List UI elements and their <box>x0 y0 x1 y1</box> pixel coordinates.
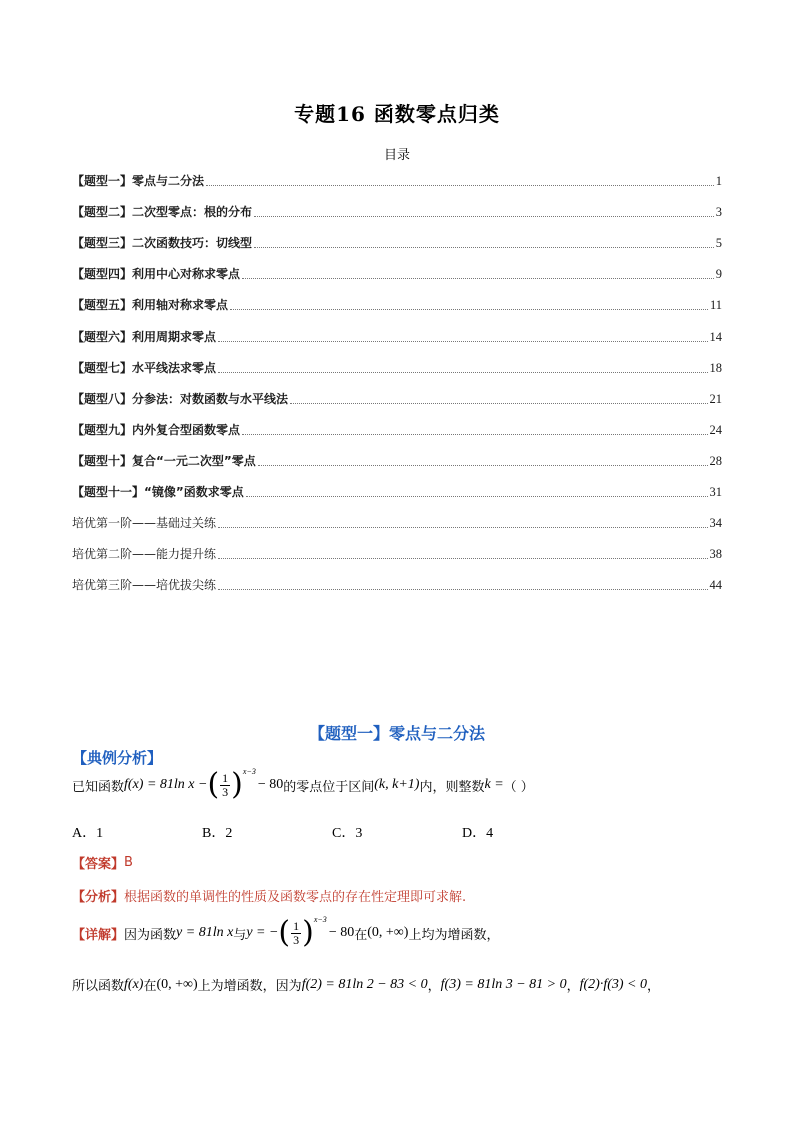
toc-entry-label: 【题型三】二次函数技巧：切线型 <box>72 236 253 251</box>
option-c[interactable]: C．3 <box>332 826 363 841</box>
detail-expr-3: f(2)·f(3) < 0 <box>579 976 647 992</box>
toc-entry-page: 18 <box>709 360 722 375</box>
detail-text-d: 上均为增函数， <box>408 927 500 943</box>
detail-text-a: 因为函数 <box>124 927 177 943</box>
toc-entry-label: 【题型七】水平线法求零点 <box>72 360 217 375</box>
toc-dot-leader <box>218 557 707 559</box>
problem-prefix: 已知函数 <box>72 779 125 795</box>
toc-entry-page: 31 <box>709 485 722 500</box>
example-tag: 【典例分析】 <box>72 749 163 767</box>
toc-entry-page: 1 <box>715 174 722 189</box>
toc-entry-page: 9 <box>715 267 722 282</box>
fraction-denominator: 3 <box>222 784 229 799</box>
detail-interval-1: (0, +∞) <box>367 925 409 940</box>
analysis-tag: 【分析】 <box>72 890 125 905</box>
toc-dot-leader <box>290 402 707 404</box>
toc-entry[interactable] <box>72 469 722 500</box>
toc-entry-page: 11 <box>709 298 722 313</box>
detail-expr-2: f(3) = 81ln 3 − 81 > 0 <box>440 976 567 992</box>
detail-func-2-tail: − 80 <box>328 925 355 940</box>
problem-function: f(x) = 81ln x − <box>124 777 208 792</box>
detail-func-1: y = 81ln x <box>176 925 234 940</box>
problem-k: k = <box>484 777 504 792</box>
toc-heading: 目录 <box>383 148 410 163</box>
toc-entry-page: 38 <box>709 547 722 562</box>
toc-entry-label: 【题型四】利用中心对称求零点 <box>72 267 241 282</box>
detail-line-1 <box>72 914 500 950</box>
toc-entry[interactable] <box>72 282 722 313</box>
page-title: 专题16 函数零点归类 <box>294 102 500 126</box>
toc-entry-label: 【题型十一】“镜像”函数求零点 <box>72 485 244 500</box>
toc-entry[interactable] <box>72 500 722 531</box>
answer-tag: 【答案】 <box>72 857 125 872</box>
detail-p2-c: 上为增函数，因为 <box>197 979 302 994</box>
analysis-text: 根据函数的单调性的性质及函数零点的存在性定理即可求解. <box>124 890 467 905</box>
toc-entry-label: 【题型十】复合“一元二次型”零点 <box>72 453 256 468</box>
toc-entry-label: 培优第二阶——能力提升练 <box>72 547 217 562</box>
detail-text-c: 在 <box>354 927 368 943</box>
toc-entry-label: 【题型六】利用周期求零点 <box>72 329 217 344</box>
detail-p2-a: 所以函数 <box>72 979 125 994</box>
toc-entry-label: 【题型九】内外复合型函数零点 <box>72 422 241 437</box>
analysis-line <box>72 886 466 905</box>
table-of-contents <box>72 158 722 593</box>
right-paren: ) <box>231 767 243 802</box>
detail-p2-b: 在 <box>143 979 157 994</box>
toc-entry[interactable] <box>72 313 722 344</box>
toc-entry-page: 28 <box>709 453 722 468</box>
option-d[interactable]: D．4 <box>462 826 494 841</box>
toc-dot-leader <box>218 340 707 342</box>
toc-entry-page: 14 <box>709 329 722 344</box>
toc-dot-leader <box>218 526 707 528</box>
options <box>72 822 592 842</box>
detail-end: ， <box>647 979 661 994</box>
detail-func-2: y = − <box>246 925 279 940</box>
answer-value: B <box>124 855 133 870</box>
toc-entry[interactable] <box>72 158 722 189</box>
toc-entry[interactable] <box>72 189 722 220</box>
toc-entry-page: 21 <box>709 391 722 406</box>
toc-dot-leader <box>254 246 714 248</box>
right-paren-2: ) <box>302 915 314 950</box>
toc-dot-leader <box>254 215 714 217</box>
toc-dot-leader <box>258 464 708 466</box>
toc-entry[interactable] <box>72 376 722 407</box>
toc-entry[interactable] <box>72 531 722 562</box>
fraction-2 <box>291 920 301 947</box>
toc-dot-leader <box>230 308 708 310</box>
exponent-2: x−3 <box>313 914 327 924</box>
toc-entry-label: 【题型八】分参法：对数函数与水平线法 <box>72 391 289 406</box>
section-title: 【题型一】零点与二分法 <box>308 724 485 743</box>
toc-entry[interactable] <box>72 438 722 469</box>
fraction <box>220 772 230 799</box>
exponent: x−3 <box>242 766 256 776</box>
toc-entry-page: 34 <box>709 516 722 531</box>
toc-dot-leader <box>218 588 707 590</box>
left-paren-2: ( <box>278 915 291 950</box>
answer-line <box>72 853 133 872</box>
toc-entry-label: 【题型二】二次型零点：根的分布 <box>72 205 253 220</box>
option-a[interactable]: A．1 <box>72 826 104 841</box>
problem-interval: (k, k+1) <box>374 777 420 792</box>
detail-text-b: 与 <box>233 927 247 943</box>
toc-entry[interactable] <box>72 562 722 593</box>
toc-entry[interactable] <box>72 251 722 282</box>
detail-sep-1: ， <box>427 979 441 994</box>
left-paren: ( <box>207 767 220 802</box>
detail-line-2 <box>72 975 660 994</box>
toc-entry[interactable] <box>72 407 722 438</box>
detail-expr-1: f(2) = 81ln 2 − 83 < 0 <box>301 976 428 992</box>
answer-bracket: （ ） <box>503 779 534 795</box>
detail-interval-2: (0, +∞) <box>156 976 198 992</box>
fraction-2-numerator: 1 <box>293 918 300 933</box>
toc-entry-label: 【题型一】零点与二分法 <box>72 174 205 189</box>
toc-dot-leader <box>242 277 714 279</box>
problem-suffix: 内，则整数 <box>419 779 485 795</box>
problem-statement <box>72 766 534 802</box>
toc-entry[interactable] <box>72 220 722 251</box>
toc-entry-page: 3 <box>715 205 722 220</box>
toc-entry-label: 培优第一阶——基础过关练 <box>72 516 217 531</box>
toc-dot-leader <box>242 433 707 435</box>
toc-entry-label: 培优第三阶——培优拔尖练 <box>72 578 217 593</box>
toc-entry-page: 24 <box>709 422 722 437</box>
fraction-2-denominator: 3 <box>293 932 300 947</box>
option-b[interactable]: B．2 <box>202 826 233 841</box>
problem-mid: 的零点位于区间 <box>283 779 375 795</box>
fraction-numerator: 1 <box>222 770 229 785</box>
toc-entry[interactable] <box>72 345 722 376</box>
problem-tail: − 80 <box>257 777 284 792</box>
toc-entry-page: 44 <box>709 578 722 593</box>
detail-sep-2: ， <box>566 979 580 994</box>
toc-dot-leader <box>218 371 707 373</box>
detail-p2-f: f(x) <box>124 976 144 992</box>
toc-entry-label: 【题型五】利用轴对称求零点 <box>72 298 229 313</box>
toc-entry-page: 5 <box>715 236 722 251</box>
toc-dot-leader <box>246 495 708 497</box>
detail-tag: 【详解】 <box>72 927 125 943</box>
toc-dot-leader <box>206 184 714 186</box>
